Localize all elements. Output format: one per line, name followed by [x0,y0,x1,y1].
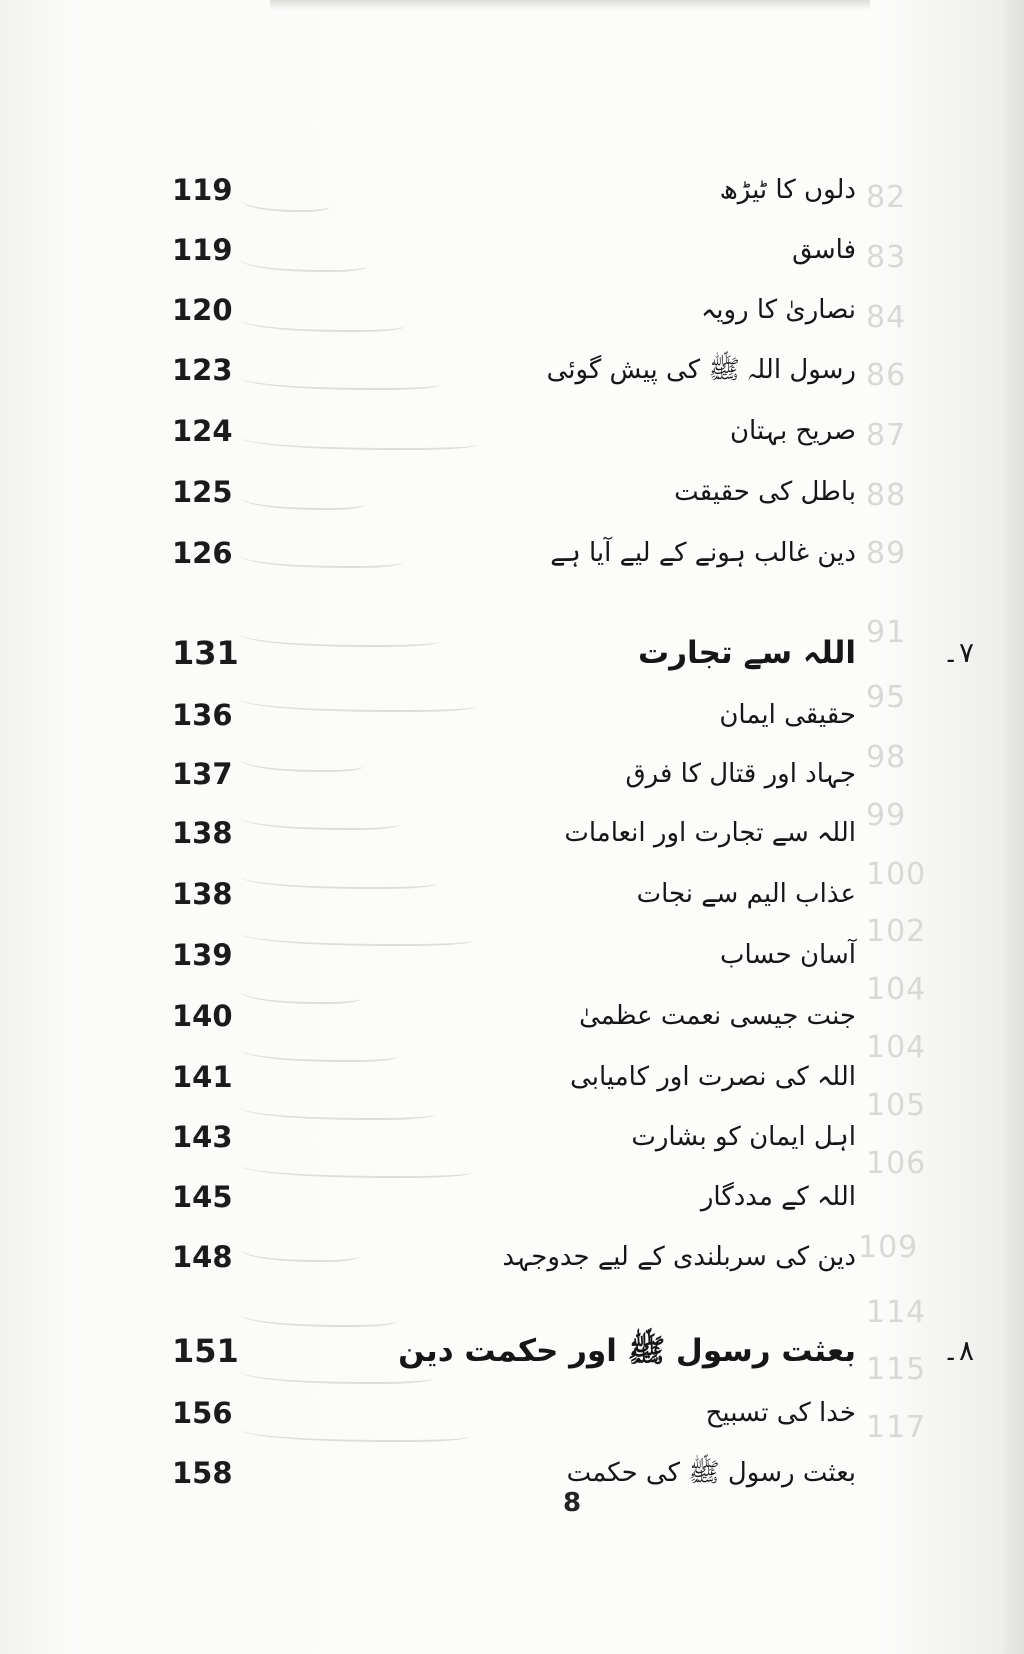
bleed-through-number: 86 [866,358,907,393]
toc-page-number: 137 [172,757,233,791]
toc-entry[interactable] [0,528,1024,578]
toc-entry[interactable] [0,1172,1024,1222]
toc-page-number: 143 [172,1120,233,1154]
toc-entry[interactable] [0,869,1024,919]
toc-page-number: 125 [172,475,233,509]
toc-entry[interactable] [0,285,1024,335]
toc-entry[interactable] [0,930,1024,980]
toc-entry[interactable] [0,225,1024,275]
bleed-through-number: 117 [866,1410,927,1445]
toc-title: خدا کی تسبیح [705,1398,856,1428]
toc-title: جنت جیسی نعمت عظمیٰ [579,1001,856,1031]
page-number: 8 [563,1488,582,1518]
toc-entry[interactable] [0,991,1024,1041]
toc-title: دین غالب ہونے کے لیے آیا ہے [550,538,856,568]
toc-entry[interactable] [0,1052,1024,1102]
bleed-through-number: 95 [866,680,907,715]
toc-title: عذاب الیم سے نجات [636,879,856,909]
toc-entry[interactable] [0,345,1024,395]
toc-title: اللہ سے تجارت اور انعامات [564,818,856,848]
toc-title: فاسق [792,235,856,265]
bleed-through-number: 88 [866,478,907,513]
toc-title: نصاریٰ کا رویہ [700,295,856,325]
toc-page-number: 141 [172,1060,233,1094]
toc-page-number: 151 [172,1332,239,1370]
toc-page-number: 138 [172,877,233,911]
bleed-through-number: 98 [866,740,907,775]
toc-title: دلوں کا ٹیڑھ [719,175,856,205]
toc-title: اللہ کے مددگار [700,1182,856,1212]
toc-title: دین کی سربلندی کے لیے جدوجہد [502,1242,856,1272]
toc-entry[interactable] [0,1112,1024,1162]
toc-entry[interactable] [0,165,1024,215]
bleed-through-number: 99 [866,798,907,833]
page-top-edge [270,0,870,10]
bleed-through-number: 87 [866,418,907,453]
toc-chapter-title: اللہ سے تجارت [638,635,856,671]
toc-title: اللہ کی نصرت اور کامیابی [570,1062,856,1092]
toc-title: آسان حساب [720,940,856,970]
toc-entry[interactable] [0,749,1024,799]
bleed-through-number: 84 [866,300,907,335]
toc-chapter-entry[interactable] [0,1326,1024,1376]
toc-page-number: 145 [172,1180,233,1214]
bleed-through-number: 105 [866,1088,927,1123]
bleed-through-number: 100 [866,857,927,892]
bleed-through-number: 104 [866,972,927,1007]
toc-page-number: 140 [172,999,233,1033]
bleed-through-number: 106 [866,1146,927,1181]
bleed-through-number: 83 [866,240,907,275]
toc-page-number: 131 [172,634,239,672]
toc-title: بعثت رسول ﷺ کی حکمت [566,1458,856,1488]
toc-page-number: 148 [172,1240,233,1274]
toc-title: حقیقی ایمان [719,700,856,730]
toc-chapter-entry[interactable] [0,628,1024,678]
toc-title: اہل ایمان کو بشارت [631,1122,856,1152]
toc-page-number: 126 [172,536,233,570]
bleed-through-scribble [240,1307,396,1327]
bleed-through-number: 109 [858,1230,919,1265]
toc-entry[interactable] [0,406,1024,456]
toc-page-number: 119 [172,173,233,207]
bleed-through-number: 102 [866,914,927,949]
bleed-through-number: 115 [866,1352,927,1387]
toc-page-number: 123 [172,353,233,387]
toc-title: رسول اللہ ﷺ کی پیش گوئی [546,355,856,385]
toc-chapter-number: ۷۔ [942,636,974,669]
toc-page-number: 139 [172,938,233,972]
toc-page-number: 138 [172,816,233,850]
toc-page-number: 156 [172,1396,233,1430]
toc-entry[interactable] [0,1448,1024,1498]
toc-chapter-number: ۸۔ [942,1334,974,1367]
toc-page-number: 158 [172,1456,233,1490]
bleed-through-number: 114 [866,1295,927,1330]
toc-entry[interactable] [0,690,1024,740]
bleed-through-number: 89 [866,536,907,571]
toc-title: جہاد اور قتال کا فرق [625,759,856,789]
bleed-through-number: 104 [866,1030,927,1065]
toc-page-number: 120 [172,293,233,327]
toc-page-number: 136 [172,698,233,732]
toc-entry[interactable] [0,1388,1024,1438]
toc-title: صریح بہتان [729,416,856,446]
toc-entry[interactable] [0,1232,1024,1282]
toc-title: باطل کی حقیقت [674,477,856,507]
bleed-through-number: 82 [866,180,907,215]
toc-page-number: 124 [172,414,233,448]
bleed-through-number: 91 [866,615,907,650]
toc-page-number: 119 [172,233,233,267]
toc-chapter-title: بعثت رسول ﷺ اور حکمت دین [398,1333,856,1369]
toc-entry[interactable] [0,808,1024,858]
toc-entry[interactable] [0,467,1024,517]
